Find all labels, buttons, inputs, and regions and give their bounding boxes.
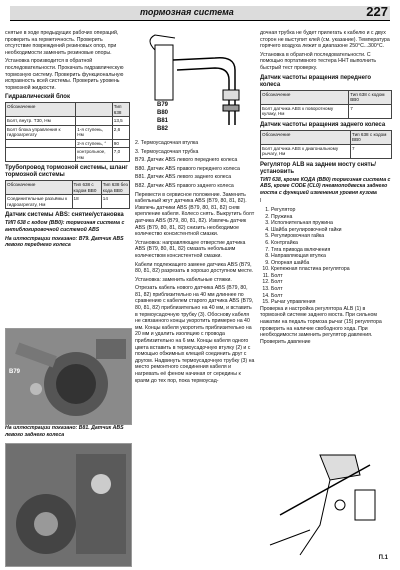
table-header: Тип 638 <box>112 103 129 117</box>
column-middle <box>135 140 255 386</box>
table-cell: 7 <box>349 104 392 118</box>
paragraph: Кабели подлежащего замене датчика ABS (B79, 80, 81, 82) разрезать в хорошо доступном месте. <box>135 261 254 275</box>
table-cell: 18 <box>72 195 101 209</box>
figure-caption-block <box>5 425 130 440</box>
figure-tag: П.1 <box>378 555 388 561</box>
table-cell: 14 <box>101 195 129 209</box>
table-row <box>6 117 130 126</box>
table-cell: контрольное, Нм <box>76 148 113 162</box>
list-item: 15. Рычаг управления <box>271 299 392 306</box>
table-cell: Болт, внутр. T30, Нм <box>6 117 76 126</box>
table-header: Тип 638 с кодом BB0 <box>72 181 101 195</box>
page-number: 227 <box>366 4 388 19</box>
list-item: 2. Пружина <box>271 214 392 221</box>
page-header <box>0 0 400 22</box>
table-header <box>76 103 113 117</box>
list-item: 7. Тяга привода включения <box>271 247 392 254</box>
figure-label: B79 <box>157 102 169 108</box>
list-item: 1. Регулятор <box>271 207 392 214</box>
table-cell: 1-я ступень, Нм <box>76 125 113 139</box>
hydraulic-block-heading: Гидравлический блок <box>5 94 70 101</box>
figure-caption: На иллюстрации показано: В79. Датчик ABS левого переднего колеса <box>5 235 124 249</box>
legend-item: B80. Датчик ABS правого переднего колеса <box>135 165 240 172</box>
table-row <box>261 144 392 158</box>
list-item: 13. Болт <box>271 286 392 293</box>
paragraph: Проверка и настройка регулятора ALB (1) в тормозной системе заднего моста. При сильном нажатии на педаль тормоза рычаг (15) регулятора проверить на наличие свободного хода. При необходимости заменить регулятор давления. Проверить давление <box>260 305 382 345</box>
rear-sensor-photo <box>5 443 132 567</box>
table-row <box>6 195 130 209</box>
figure-label: B79 <box>9 369 21 375</box>
legend-item: 3. Термоусадочная трубка <box>135 148 199 155</box>
figure-label: B81 <box>157 118 169 124</box>
abs-sensor-subtitle: ТИП 638 с кодом (BB0): тормозная система с антиблокировочной системой ABS <box>5 220 125 233</box>
front-wheel-heading: Датчик частоты вращения переднего колеса <box>260 74 372 88</box>
table-header-row <box>6 181 130 195</box>
figure-caption: На иллюстрации показано: В81. Датчик ABS левого заднего колеса <box>5 425 124 438</box>
list-item: 12. Болт <box>271 279 392 286</box>
alb-heading: Регулятор ALB на заднем мосту снять/установить <box>260 161 376 175</box>
table-row <box>6 139 130 148</box>
table-header-row <box>261 90 392 104</box>
alb-subtitle: ТИП 638, кроме КОДА (BB0) тормозная система с ABS, кроме CODE (CL0) пневмоподвеска заднего моста с функцией изменения уровня кузова <box>260 176 391 196</box>
table-cell: 2,6 <box>112 125 129 139</box>
figure-label: B80 <box>157 110 169 116</box>
pipe-table <box>5 180 130 209</box>
list-item: 5. Регулировочная гайка <box>271 233 392 240</box>
list-item: 4. Шайба регулировочной гайки <box>271 227 392 234</box>
table-row <box>6 148 130 162</box>
list-item: 10. Крепежная пластина регулятора <box>271 266 392 273</box>
table-cell: 2-я ступень, ° <box>76 139 113 148</box>
column-left <box>5 30 130 251</box>
table-cell: 7,0 <box>112 148 129 162</box>
list-item: 11. Болт <box>271 273 392 280</box>
table-cell: 90 <box>112 139 129 148</box>
paragraph: Установка производится в обратной последовательности. Прокачать гидравлическую тормозную систему. Проверить функциональную исправность всей системы. Проверить уровень тормозной жидкости. <box>5 58 124 91</box>
table-cell: Болт блока управления к гидроагрегату <box>6 125 76 139</box>
table-header: Обозначение <box>6 103 76 117</box>
table-header: Обозначение <box>6 181 73 195</box>
table-cell: Болт датчика ABS к поворотному кулаку, Нм <box>261 104 349 118</box>
table-header-row <box>6 103 130 117</box>
table-header-row <box>261 130 392 144</box>
table-row <box>6 125 130 139</box>
table-header: Тип 638 с кодом BB0 <box>351 130 392 144</box>
table-cell: Болт датчика ABS к диагональному рычагу, Нм <box>261 144 351 158</box>
paragraph: дочная трубка не будет прилегать к кабелю и с двух сторон не выступит клей (см. указание). Температура горячего воздуха лежит в диапазоне 250°С...300°С. <box>260 30 390 50</box>
section-title: тормозная система <box>140 7 234 17</box>
rear-wheel-table <box>260 130 392 159</box>
table-cell <box>6 148 76 162</box>
legend-item: B82. Датчик ABS правого заднего колеса <box>135 182 234 189</box>
table-cell: Соединительные разъёмы к гидроагрегату, Нм <box>6 195 73 209</box>
legend-item: 2. Термоусадочная втулка <box>135 140 199 146</box>
abs-sensor-heading: Датчик системы ABS: снятие/установка <box>5 212 124 219</box>
table-header: Обозначение <box>261 130 351 144</box>
paragraph: Перевести в сервисное положение. Заменить кабельный жгут датчика ABS (B79, 80, 81, 82). Извлечь датчики ABS (B79, 80, 81, 82) сняв крепление кабеля. Колесо снять. Выкрутить болт датчика ABS (B79, 80, 81, 82). Извлечь датчик ABS (B79, 80, 81, 82) снизить необходимое количество консистентной смазки. <box>135 191 255 238</box>
rear-wheel-heading: Датчик частоты вращения заднего колеса <box>260 121 386 128</box>
figure-label: B82 <box>157 126 169 132</box>
hydraulic-block-table <box>5 102 130 162</box>
list-item: 3. Исполнительная пружина <box>271 220 392 227</box>
header-rule <box>10 20 390 21</box>
roman-numeral: I <box>260 198 262 205</box>
front-sensor-photo <box>5 328 132 425</box>
table-header: Обозначение <box>261 90 349 104</box>
legend-item: B79. Датчик ABS левого переднего колеса <box>135 157 238 164</box>
list-item: 9. Опорная шайба <box>271 260 392 267</box>
list-item: 6. Контргайка <box>271 240 392 247</box>
column-right <box>260 30 392 347</box>
table-row <box>261 104 392 118</box>
alb-regulator-diagram <box>260 445 392 565</box>
pipe-heading: Трубопровод тормозной системы, шланг тормозной системы <box>5 165 128 179</box>
table-header: Тип 638 с кодом BB0 <box>349 90 392 104</box>
table-cell: 7 <box>351 144 392 158</box>
parts-list <box>260 207 392 306</box>
paragraph: Отрезать кабель нового датчика ABS (B79, 80, 81, 82) приблизительно на 40 мм длиннее по сравнению с кабелем старого датчика ABS (B79, 80, 81, 82) приблизительно на 40 мм, и вставить в термоусадочную трубку (3). Обоснову кабеля не связанного концы укоротить примерно на 40 мм. Концы кабеля укоротить приблизительно на 20 мм и удалить изоляцию с провода приблизительно на 6 мм. Концы кабеля одного цвета вставить в термоусадочную втулку (2) и с помощью обжимных клещей соединить друг с другом. Надвинуть термоусадочную трубку (3) на место ремонтного соединения кабеля и нагревать её феном начиная от середины к краям до тех пор, пока термоусад- <box>135 285 255 384</box>
paragraph: Установка в обратной последовательности. С помощью портативного тестера HHT выполнить быстрый тест проверку. <box>260 51 377 71</box>
table-cell <box>76 117 113 126</box>
table-cell <box>6 139 76 148</box>
list-item: 8. Направляющая втулка <box>271 253 392 260</box>
sensor-cable-diagram <box>135 30 255 138</box>
table-cell: 13,5 <box>112 117 129 126</box>
paragraph: снятые в ходе предыдущих рабочих операций, проверить на герметичность. Проверить отсутствие повреждений резиновых опор, при необходимости заменить резиновые опоры. <box>5 30 119 56</box>
paragraph: Установка: заменить кабельные стяжки. <box>135 276 232 283</box>
table-header: Тип 638 без кода BB0 <box>102 182 128 193</box>
legend-item: B81. Датчик ABS левого заднего колеса <box>135 174 232 181</box>
front-wheel-table <box>260 90 392 119</box>
list-item: 14. Болт <box>271 293 392 300</box>
paragraph: Установка: направляющее отверстие датчика ABS (B79, 80, 81, 82) смазать небольшим количеством консистентной смазки. <box>135 239 246 259</box>
